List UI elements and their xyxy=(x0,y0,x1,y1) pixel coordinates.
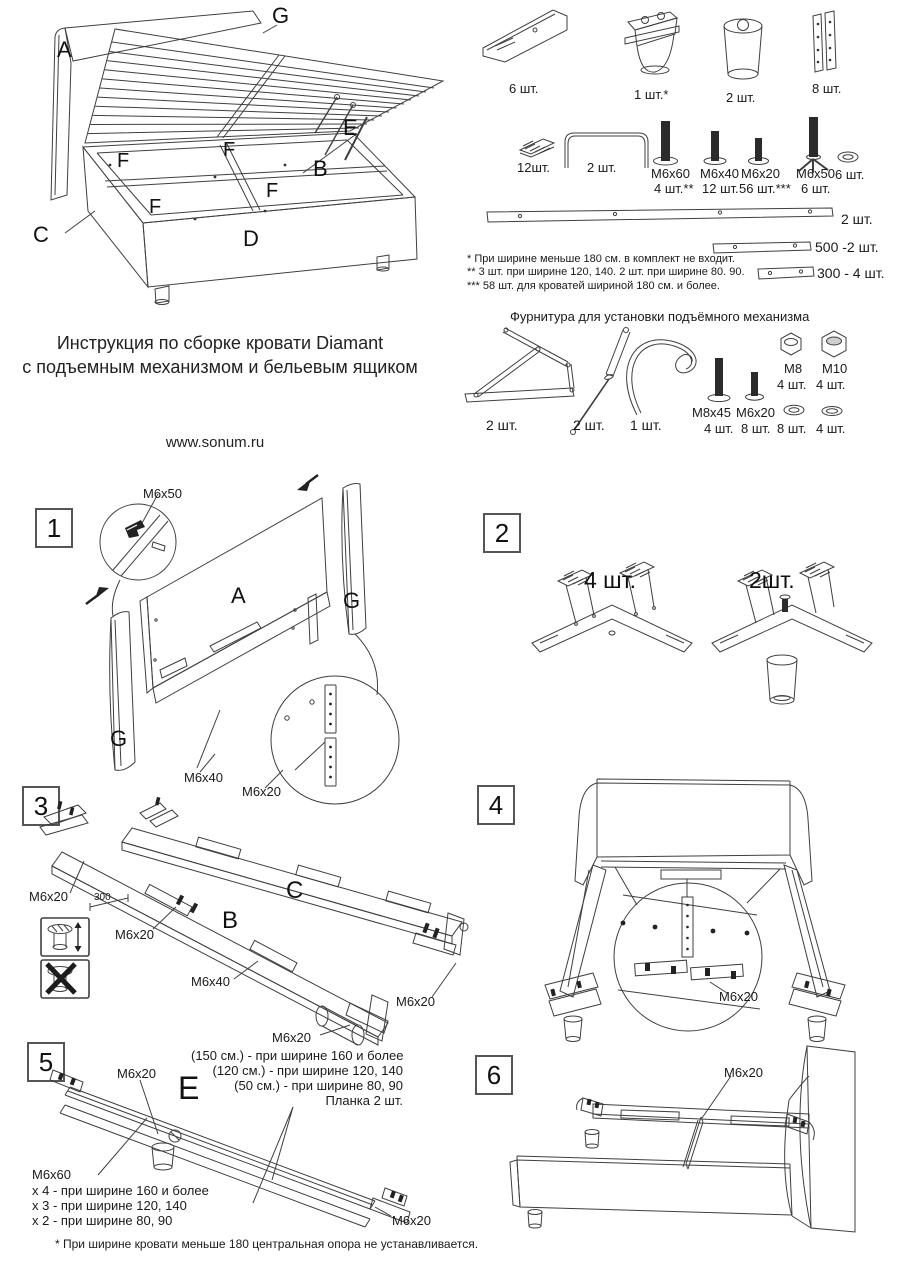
step1-m6x20-label: M6x20 xyxy=(242,784,282,799)
step6-number-text: 6 xyxy=(486,1059,502,1090)
part-bolt2-size: M6x40 xyxy=(700,166,740,181)
slat-short-qty: 300 - 4 шт. xyxy=(817,265,885,281)
step2-number xyxy=(483,513,521,553)
slat-long-qty: 2 шт. xyxy=(841,211,873,227)
step2-number-text: 2 xyxy=(494,517,510,548)
step5-number-text: 5 xyxy=(38,1046,54,1077)
step3-m6x20-right-label: M6x20 xyxy=(396,994,436,1009)
part-bolt3-qty: 56 шт.*** xyxy=(739,181,791,196)
step5-m6x20-bottom-label: M6x20 xyxy=(392,1213,432,1228)
part-leg-bracket-qty: 1 шт.* xyxy=(634,87,669,102)
step3-m6x20-mid-label: M6x20 xyxy=(115,927,155,942)
step1-label-g-right: G xyxy=(343,588,361,613)
part-bolt4-qty: 6 шт. xyxy=(801,181,831,196)
hardware-strut-qty: 2 шт. xyxy=(573,417,605,433)
hardware-nut1-qty: 4 шт. xyxy=(777,377,807,392)
overview-label-g: G xyxy=(272,3,290,28)
central-support-footnote: * При ширине кровати меньше 180 центральная опора не устанавливается. xyxy=(55,1237,479,1251)
step3-label-b: B xyxy=(222,907,239,934)
hardware-washer1-qty: 8 шт. xyxy=(777,421,807,436)
hardware-nut1-size: M8 xyxy=(784,361,803,376)
parts-note-2: ** 3 шт. при ширине 120, 140. 2 шт. при ширине 80. 90. xyxy=(467,266,745,278)
overview-label-a: A xyxy=(57,37,72,62)
part-bolt4-size: M6x50 xyxy=(796,166,836,181)
step3-m6x20-bottom-label: M6x20 xyxy=(272,1030,312,1045)
parts-note-3: *** 58 шт. для кроватей шириной 180 см. и более. xyxy=(467,280,720,292)
part-bolt2-qty: 12 шт. xyxy=(702,181,739,196)
step1-drawing xyxy=(25,470,465,815)
step1-m6x50-label: M6x50 xyxy=(143,486,183,501)
overview-label-f4: F xyxy=(266,180,279,202)
hardware-bolt2-qty: 8 шт. xyxy=(741,421,771,436)
hardware-bolt2-size: M6x20 xyxy=(736,405,776,420)
hardware-nut2-qty: 4 шт. xyxy=(816,377,846,392)
step5-m6x60-label: M6x60 xyxy=(32,1167,72,1182)
step1-number-text: 1 xyxy=(46,512,62,543)
step3-m6x40-label: M6x40 xyxy=(191,974,231,989)
step1-label-a: A xyxy=(231,583,246,608)
doc-title-line1: Инструкция по сборке кровати Diamant xyxy=(56,333,384,353)
doc-title-line2: с подъемным механизмом и бельевым ящиком xyxy=(22,357,418,377)
overview-label-f2: F xyxy=(223,139,236,161)
step3-m6x20-left-label: M6x20 xyxy=(29,889,69,904)
part-bolt1-size: M6x60 xyxy=(651,166,691,181)
overview-label-d: D xyxy=(243,226,259,251)
part-corner-bracket-qty: 6 шт. xyxy=(509,81,539,96)
overview-label-f3: F xyxy=(149,196,162,218)
step5-plank-line1: (150 см.) - при ширине 160 и более xyxy=(191,1048,404,1063)
step4-m6x20-label: M6x20 xyxy=(719,989,759,1004)
part-washer-qty: 6 шт. xyxy=(835,167,865,182)
part-plate-qty: 8 шт. xyxy=(812,81,842,96)
step1-label-g-left: G xyxy=(110,726,128,751)
step2-drawing xyxy=(520,555,900,710)
step5-m6x20-top-label: M6x20 xyxy=(117,1066,157,1081)
step5-plank-line3: (50 см.) - при ширине 80, 90 xyxy=(234,1078,403,1093)
step3-dim-300-label: 300 xyxy=(94,892,111,903)
slat-mid-qty: 500 -2 шт. xyxy=(815,239,879,255)
part-bolt3-size: M6x20 xyxy=(741,166,781,181)
step4-drawing xyxy=(465,775,900,1055)
website-url: www.sonum.ru xyxy=(165,434,265,451)
step5-bolt-line2: x 3 - при ширине 120, 140 xyxy=(32,1198,187,1213)
overview-label-b: B xyxy=(313,156,328,181)
step3-number-text: 3 xyxy=(33,790,49,821)
hardware-strap-qty: 1 шт. xyxy=(630,417,662,433)
step5-plank-line2: (120 см.) - при ширине 120, 140 xyxy=(212,1063,403,1078)
hardware-washer2-qty: 4 шт. xyxy=(816,421,846,436)
step5-bolt-line3: x 2 - при ширине 80, 90 xyxy=(32,1213,173,1228)
hardware-bolt1-size: M8x45 xyxy=(692,405,732,420)
step4-number-text: 4 xyxy=(488,789,504,820)
overview-label-f1: F xyxy=(117,150,130,172)
hardware-mech-qty: 2 шт. xyxy=(486,417,518,433)
part-bolt1-qty: 4 шт.** xyxy=(654,181,694,196)
hardware-bolt1-qty: 4 шт. xyxy=(704,421,734,436)
step5-label-e: E xyxy=(178,1070,200,1106)
hardware-nut2-size: M10 xyxy=(822,361,848,376)
step5-plank-line4: Планка 2 шт. xyxy=(325,1093,403,1108)
step6-m6x20-label: M6x20 xyxy=(724,1065,764,1080)
overview-label-e: E xyxy=(343,115,358,140)
step1-m6x40-label: M6x40 xyxy=(184,770,224,785)
step3-drawing xyxy=(20,795,470,1050)
step5-bolt-line1: x 4 - при ширине 160 и более xyxy=(32,1183,209,1198)
part-ubar-qty: 2 шт. xyxy=(587,160,617,175)
step2-qty-left: 4 шт. xyxy=(584,567,637,593)
part-pad-qty: 12шт. xyxy=(517,160,551,175)
part-leg-qty: 2 шт. xyxy=(726,90,756,105)
step3-label-c: C xyxy=(286,877,304,904)
step2-qty-right: 2шт. xyxy=(749,567,795,593)
overview-label-c: C xyxy=(33,222,49,247)
parts-note-1: * При ширине меньше 180 см. в комплект не входит. xyxy=(467,253,735,265)
hardware-section-title: Фурнитура для установки подъёмного механизма xyxy=(510,309,810,324)
step6-drawing xyxy=(465,1040,900,1280)
